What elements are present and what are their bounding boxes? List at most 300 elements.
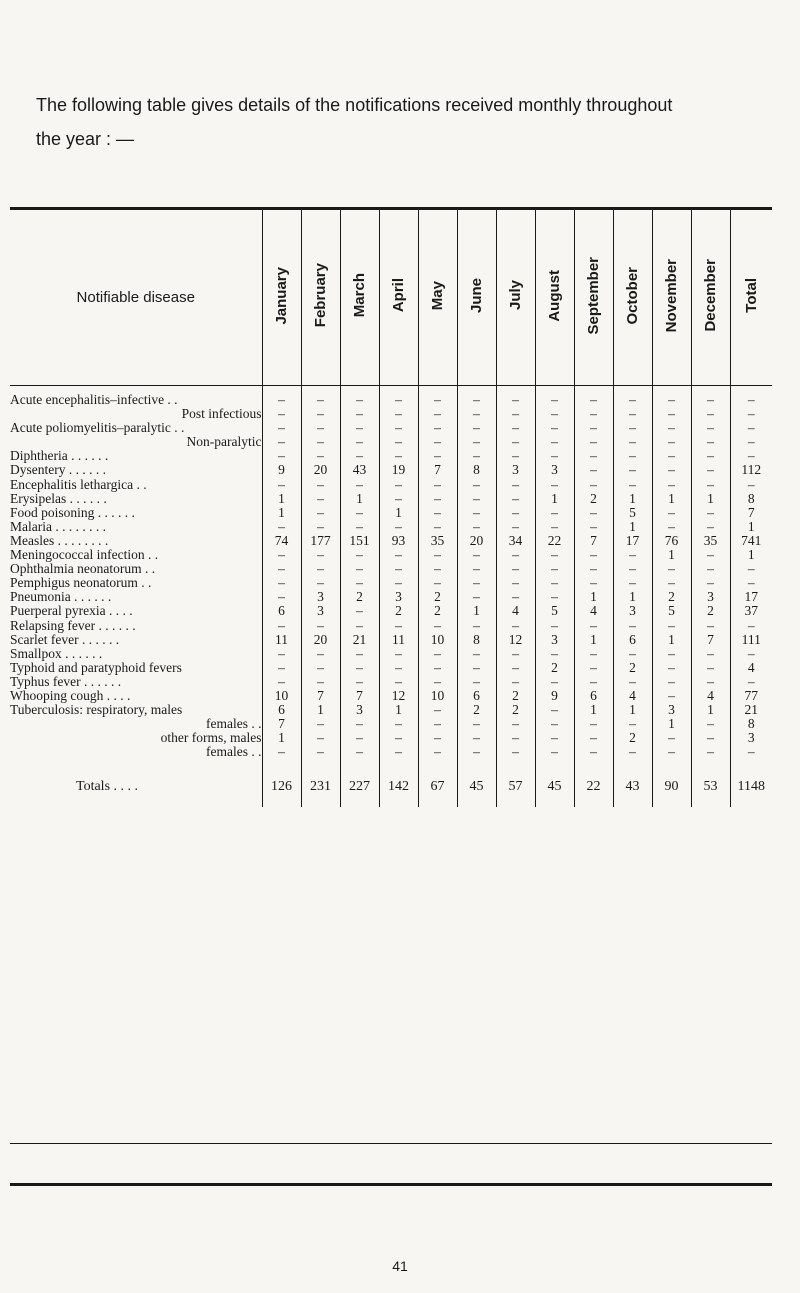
count-cell: –: [574, 421, 613, 435]
count-cell: –: [496, 562, 535, 576]
count-cell: –: [535, 647, 574, 661]
month-header: [691, 210, 730, 385]
table-row: [10, 534, 772, 548]
count-cell: –: [652, 661, 691, 675]
count-cell: 8: [457, 463, 496, 477]
count-cell: –: [691, 576, 730, 590]
count-cell: –: [496, 745, 535, 767]
count-cell: –: [613, 576, 652, 590]
page-number: 41: [392, 1258, 408, 1274]
month-header-label: January: [273, 266, 290, 325]
table-row: [10, 590, 772, 604]
count-cell: 5: [613, 506, 652, 520]
month-header-label: April: [390, 278, 407, 313]
count-cell: –: [535, 421, 574, 435]
count-cell: 20: [457, 534, 496, 548]
count-cell: –: [574, 478, 613, 492]
table-row: [10, 492, 772, 506]
count-cell: –: [301, 449, 340, 463]
count-cell: –: [457, 647, 496, 661]
disease-label: Scarlet fever . . . . . .: [10, 632, 120, 647]
count-cell: –: [535, 745, 574, 767]
count-cell: –: [496, 576, 535, 590]
count-cell: 21: [340, 633, 379, 647]
count-cell: 9: [262, 463, 301, 477]
intro-text: [36, 88, 776, 156]
count-cell: –: [340, 576, 379, 590]
count-cell: 177: [301, 534, 340, 548]
count-cell: 5: [535, 604, 574, 618]
count-cell: –: [379, 731, 418, 745]
table-bottom-rule: [10, 1183, 772, 1186]
count-cell: –: [457, 421, 496, 435]
count-cell: 17: [730, 590, 772, 604]
count-cell: 7: [340, 689, 379, 703]
count-cell: –: [574, 520, 613, 534]
count-cell: 1: [574, 633, 613, 647]
count-cell: –: [691, 745, 730, 767]
count-cell: –: [457, 745, 496, 767]
disease-label: Acute poliomyelitis–paralytic . .: [10, 421, 185, 436]
count-cell: –: [301, 661, 340, 675]
count-cell: –: [418, 619, 457, 633]
count-cell: –: [418, 576, 457, 590]
count-cell: –: [379, 619, 418, 633]
count-cell: –: [301, 421, 340, 435]
count-cell: –: [457, 520, 496, 534]
count-cell: –: [262, 548, 301, 562]
count-cell: –: [457, 506, 496, 520]
count-cell: 6: [262, 604, 301, 618]
count-cell: –: [691, 661, 730, 675]
count-cell: –: [379, 661, 418, 675]
count-cell: 21: [730, 703, 772, 717]
count-cell: –: [262, 435, 301, 449]
count-cell: 3: [652, 703, 691, 717]
totals-row: [10, 767, 772, 807]
intro-line-1: The following table gives details of the notifications received monthly throughout: [36, 95, 673, 115]
count-cell: –: [574, 661, 613, 675]
month-header-label: March: [351, 273, 368, 318]
count-cell: –: [652, 463, 691, 477]
count-cell: 1: [652, 548, 691, 562]
count-cell: 9: [535, 689, 574, 703]
notifications-table: [10, 210, 772, 807]
count-cell: 2: [496, 689, 535, 703]
count-cell: 7: [691, 633, 730, 647]
count-cell: –: [301, 506, 340, 520]
count-cell: –: [379, 745, 418, 767]
count-cell: 8: [457, 633, 496, 647]
count-cell: –: [691, 407, 730, 421]
count-cell: 1: [730, 520, 772, 534]
count-cell: –: [457, 385, 496, 407]
count-cell: 37: [730, 604, 772, 618]
count-cell: –: [691, 717, 730, 731]
count-cell: –: [574, 506, 613, 520]
count-cell: –: [691, 478, 730, 492]
count-cell: –: [418, 548, 457, 562]
count-cell: –: [574, 385, 613, 407]
count-cell: –: [379, 435, 418, 449]
count-cell: –: [418, 675, 457, 689]
count-cell: –: [652, 689, 691, 703]
disease-label: Relapsing fever . . . . . .: [10, 618, 136, 633]
count-cell: –: [379, 675, 418, 689]
count-cell: 3: [613, 604, 652, 618]
disease-label: Acute encephalitis–infective . .: [10, 392, 178, 407]
count-cell: –: [574, 548, 613, 562]
count-cell: –: [652, 421, 691, 435]
count-cell: –: [613, 562, 652, 576]
count-cell: –: [574, 675, 613, 689]
count-cell: 7: [418, 463, 457, 477]
count-cell: –: [535, 619, 574, 633]
count-cell: 151: [340, 534, 379, 548]
table-row: [10, 562, 772, 576]
count-cell: –: [340, 478, 379, 492]
count-cell: –: [535, 590, 574, 604]
count-cell: –: [535, 717, 574, 731]
count-cell: 1: [613, 590, 652, 604]
count-cell: –: [496, 492, 535, 506]
count-cell: –: [496, 435, 535, 449]
count-cell: –: [574, 562, 613, 576]
count-cell: –: [496, 506, 535, 520]
count-cell: –: [535, 385, 574, 407]
count-cell: 34: [496, 534, 535, 548]
count-cell: –: [613, 478, 652, 492]
count-cell: –: [418, 478, 457, 492]
count-cell: –: [535, 506, 574, 520]
count-cell: –: [340, 562, 379, 576]
count-cell: –: [652, 745, 691, 767]
count-cell: –: [301, 562, 340, 576]
count-cell: –: [613, 449, 652, 463]
count-cell: 10: [418, 633, 457, 647]
count-cell: –: [691, 435, 730, 449]
count-cell: 1: [574, 703, 613, 717]
month-header: [535, 210, 574, 385]
month-header: [652, 210, 691, 385]
count-cell: –: [301, 675, 340, 689]
disease-label: other forms, males: [160, 731, 262, 746]
count-cell: 43: [340, 463, 379, 477]
disease-label: Non-paralytic: [186, 435, 262, 450]
count-cell: –: [340, 449, 379, 463]
count-cell: 1: [613, 520, 652, 534]
count-cell: –: [613, 745, 652, 767]
count-cell: 2: [613, 661, 652, 675]
count-cell: 3: [379, 590, 418, 604]
count-cell: –: [418, 492, 457, 506]
count-cell: –: [418, 647, 457, 661]
count-cell: –: [418, 661, 457, 675]
count-cell: –: [340, 385, 379, 407]
count-cell: 112: [730, 463, 772, 477]
count-cell: –: [652, 478, 691, 492]
count-cell: 1: [691, 492, 730, 506]
count-cell: 1: [301, 703, 340, 717]
count-cell: 22: [535, 534, 574, 548]
count-cell: –: [301, 619, 340, 633]
table-row: [10, 506, 772, 520]
count-cell: –: [301, 385, 340, 407]
count-cell: 10: [418, 689, 457, 703]
count-cell: –: [379, 449, 418, 463]
count-cell: –: [730, 647, 772, 661]
count-cell: 2: [418, 604, 457, 618]
count-cell: –: [340, 661, 379, 675]
month-header: [340, 210, 379, 385]
count-cell: 1: [613, 703, 652, 717]
count-cell: –: [340, 520, 379, 534]
count-cell: 8: [730, 717, 772, 731]
count-cell: 3: [730, 731, 772, 745]
total-cell: 67: [418, 767, 457, 807]
table-row: [10, 717, 772, 731]
count-cell: 3: [340, 703, 379, 717]
count-cell: 7: [730, 506, 772, 520]
count-cell: –: [652, 449, 691, 463]
month-header: [262, 210, 301, 385]
count-cell: –: [574, 463, 613, 477]
count-cell: 1: [535, 492, 574, 506]
table-row: [10, 661, 772, 675]
count-cell: –: [262, 661, 301, 675]
count-cell: 6: [457, 689, 496, 703]
count-cell: –: [691, 548, 730, 562]
count-cell: 7: [262, 717, 301, 731]
count-cell: –: [340, 745, 379, 767]
count-cell: 12: [379, 689, 418, 703]
month-header-label: October: [624, 266, 641, 325]
count-cell: –: [262, 562, 301, 576]
count-cell: –: [496, 661, 535, 675]
count-cell: –: [691, 731, 730, 745]
table-row: [10, 548, 772, 562]
table-row: [10, 675, 772, 689]
count-cell: 1: [262, 492, 301, 506]
count-cell: 2: [574, 492, 613, 506]
count-cell: 2: [340, 590, 379, 604]
disease-label: Erysipelas . . . . . .: [10, 491, 107, 506]
count-cell: –: [574, 647, 613, 661]
count-cell: 4: [496, 604, 535, 618]
count-cell: –: [730, 675, 772, 689]
month-header-label: February: [312, 263, 329, 328]
count-cell: –: [496, 478, 535, 492]
total-cell: 126: [262, 767, 301, 807]
month-header-label: July: [507, 280, 524, 311]
count-cell: –: [496, 407, 535, 421]
disease-column-header: Notifiable disease: [76, 289, 195, 306]
count-cell: –: [535, 548, 574, 562]
count-cell: –: [340, 407, 379, 421]
disease-label: Pemphigus neonatorum . .: [10, 576, 152, 591]
month-header: [301, 210, 340, 385]
count-cell: –: [457, 548, 496, 562]
count-cell: –: [340, 717, 379, 731]
total-cell: 45: [535, 767, 574, 807]
count-cell: –: [340, 506, 379, 520]
count-cell: –: [379, 520, 418, 534]
intro-line-2: the year : —: [36, 129, 135, 149]
count-cell: 741: [730, 534, 772, 548]
disease-label: Typhoid and paratyphoid fevers: [10, 660, 182, 675]
count-cell: –: [418, 562, 457, 576]
count-cell: –: [418, 449, 457, 463]
count-cell: 1: [652, 492, 691, 506]
month-header-label: September: [585, 256, 602, 335]
count-cell: 35: [418, 534, 457, 548]
count-cell: –: [496, 675, 535, 689]
count-cell: 1: [652, 717, 691, 731]
count-cell: –: [496, 647, 535, 661]
count-cell: –: [340, 421, 379, 435]
totals-label: Totals . . . .: [76, 779, 139, 795]
totals-rule: [10, 1143, 772, 1144]
count-cell: –: [301, 548, 340, 562]
count-cell: 3: [496, 463, 535, 477]
count-cell: –: [574, 731, 613, 745]
disease-label: Diphtheria . . . . . .: [10, 449, 109, 464]
count-cell: –: [535, 435, 574, 449]
count-cell: –: [262, 421, 301, 435]
count-cell: –: [262, 407, 301, 421]
count-cell: –: [691, 421, 730, 435]
count-cell: –: [418, 703, 457, 717]
count-cell: –: [574, 576, 613, 590]
count-cell: 1: [691, 703, 730, 717]
count-cell: –: [301, 745, 340, 767]
disease-label: Ophthalmia neonatorum . .: [10, 562, 156, 577]
count-cell: –: [379, 562, 418, 576]
count-cell: 3: [535, 633, 574, 647]
table-row: [10, 435, 772, 449]
count-cell: –: [535, 703, 574, 717]
count-cell: –: [535, 449, 574, 463]
count-cell: 17: [613, 534, 652, 548]
count-cell: –: [613, 675, 652, 689]
count-cell: –: [457, 717, 496, 731]
count-cell: 7: [301, 689, 340, 703]
count-cell: –: [730, 421, 772, 435]
table-body: [10, 385, 772, 807]
count-cell: 3: [301, 604, 340, 618]
count-cell: –: [301, 576, 340, 590]
count-cell: –: [613, 647, 652, 661]
disease-label: Measles . . . . . . . .: [10, 533, 109, 548]
count-cell: –: [730, 619, 772, 633]
table-row: [10, 421, 772, 435]
count-cell: –: [535, 478, 574, 492]
table-row: [10, 604, 772, 618]
count-cell: 3: [301, 590, 340, 604]
count-cell: 93: [379, 534, 418, 548]
table-row: [10, 619, 772, 633]
table-row: [10, 703, 772, 717]
count-cell: –: [379, 385, 418, 407]
header-row: [10, 210, 772, 385]
count-cell: –: [613, 421, 652, 435]
count-cell: 11: [262, 633, 301, 647]
count-cell: 4: [691, 689, 730, 703]
count-cell: –: [652, 562, 691, 576]
count-cell: 6: [262, 703, 301, 717]
count-cell: –: [613, 619, 652, 633]
count-cell: 19: [379, 463, 418, 477]
count-cell: 10: [262, 689, 301, 703]
count-cell: 11: [379, 633, 418, 647]
count-cell: 4: [613, 689, 652, 703]
count-cell: –: [496, 619, 535, 633]
count-cell: –: [652, 520, 691, 534]
count-cell: –: [262, 385, 301, 407]
count-cell: –: [379, 492, 418, 506]
count-cell: –: [730, 385, 772, 407]
count-cell: –: [613, 548, 652, 562]
count-cell: 77: [730, 689, 772, 703]
count-cell: –: [262, 619, 301, 633]
count-cell: –: [379, 548, 418, 562]
count-cell: –: [574, 619, 613, 633]
count-cell: 1: [730, 548, 772, 562]
count-cell: –: [457, 576, 496, 590]
count-cell: –: [496, 548, 535, 562]
month-header-label: December: [702, 259, 719, 332]
count-cell: 2: [691, 604, 730, 618]
table-row: [10, 463, 772, 477]
total-cell: 45: [457, 767, 496, 807]
count-cell: 1: [379, 506, 418, 520]
table-row: [10, 647, 772, 661]
total-cell: 53: [691, 767, 730, 807]
table-row: [10, 633, 772, 647]
count-cell: –: [496, 717, 535, 731]
count-cell: 20: [301, 463, 340, 477]
count-cell: 111: [730, 633, 772, 647]
count-cell: –: [496, 590, 535, 604]
count-cell: 5: [652, 604, 691, 618]
month-header: [418, 210, 457, 385]
count-cell: –: [652, 731, 691, 745]
count-cell: –: [457, 407, 496, 421]
count-cell: –: [457, 619, 496, 633]
count-cell: –: [418, 407, 457, 421]
count-cell: –: [457, 590, 496, 604]
count-cell: –: [496, 449, 535, 463]
disease-label: Dysentery . . . . . .: [10, 463, 106, 478]
table-row: [10, 689, 772, 703]
total-cell: 227: [340, 767, 379, 807]
count-cell: –: [262, 745, 301, 767]
count-cell: –: [613, 463, 652, 477]
count-cell: –: [535, 407, 574, 421]
count-cell: –: [730, 576, 772, 590]
table-row: [10, 745, 772, 767]
count-cell: 35: [691, 534, 730, 548]
month-header-label: August: [546, 269, 563, 322]
count-cell: –: [262, 590, 301, 604]
count-cell: –: [340, 647, 379, 661]
count-cell: –: [457, 449, 496, 463]
count-cell: –: [418, 435, 457, 449]
count-cell: –: [301, 492, 340, 506]
disease-label: Food poisoning . . . . . .: [10, 505, 135, 520]
count-cell: –: [262, 449, 301, 463]
count-cell: –: [457, 435, 496, 449]
